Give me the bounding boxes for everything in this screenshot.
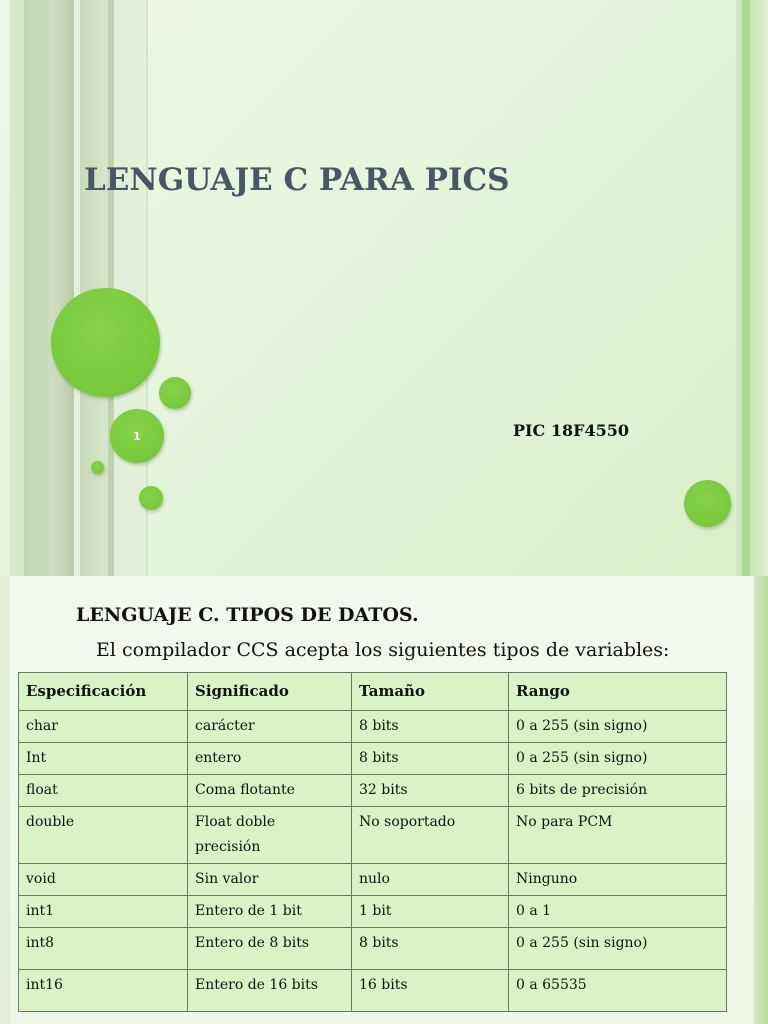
- table-cell: Int: [19, 743, 188, 775]
- table-row: [19, 896, 727, 928]
- table-cell: 0 a 255 (sin signo): [509, 928, 727, 970]
- table-cell: 1 bit: [352, 896, 509, 928]
- table-cell: 0 a 255 (sin signo): [509, 711, 727, 743]
- table-cell: Coma flotante: [188, 775, 352, 807]
- table-header-row: [19, 673, 727, 711]
- decor-stripe: [24, 0, 74, 576]
- table-cell: Entero de 8 bits: [188, 928, 352, 970]
- column-header: Especificación: [19, 673, 188, 711]
- table-cell: nulo: [352, 864, 509, 896]
- table-cell: No para PCM: [509, 807, 727, 864]
- slide-number: 1: [133, 429, 141, 443]
- table-cell: void: [19, 864, 188, 896]
- table-cell: 8 bits: [352, 928, 509, 970]
- table-cell: double: [19, 807, 188, 864]
- table-row: [19, 864, 727, 896]
- table-cell: 0 a 65535: [509, 970, 727, 1012]
- table-cell: int16: [19, 970, 188, 1012]
- table-cell: 8 bits: [352, 711, 509, 743]
- column-header: Rango: [509, 673, 727, 711]
- decor-circle: [51, 288, 160, 397]
- decor-circle: [139, 486, 163, 510]
- table-cell: Entero de 16 bits: [188, 970, 352, 1012]
- table-cell: carácter: [188, 711, 352, 743]
- table-cell: 0 a 255 (sin signo): [509, 743, 727, 775]
- table-row: [19, 743, 727, 775]
- table-cell: 8 bits: [352, 743, 509, 775]
- table-cell: Entero de 1 bit: [188, 896, 352, 928]
- data-types-table: [18, 672, 727, 1012]
- table-row: [19, 807, 727, 864]
- slide-subtitle: PIC 18F4550: [513, 421, 629, 440]
- decor-stripe: [750, 0, 768, 576]
- decor-stripe: [754, 576, 768, 1024]
- decor-stripe: [0, 576, 10, 1024]
- table-row: [19, 775, 727, 807]
- decor-circle: [684, 480, 731, 527]
- slide-number-badge: [110, 409, 164, 463]
- decor-stripe: [742, 0, 750, 576]
- table-cell: 32 bits: [352, 775, 509, 807]
- table-cell: float: [19, 775, 188, 807]
- table-cell: entero: [188, 743, 352, 775]
- table-cell: Sin valor: [188, 864, 352, 896]
- decor-circle: [91, 461, 104, 474]
- decor-stripe: [10, 0, 24, 576]
- table-cell: Float doble precisión: [188, 807, 352, 864]
- column-header: Significado: [188, 673, 352, 711]
- slide-title: LENGUAJE C PARA PICS: [84, 162, 510, 198]
- table-cell: No soportado: [352, 807, 509, 864]
- decor-circle: [159, 377, 191, 409]
- column-header: Tamaño: [352, 673, 509, 711]
- table-cell: 0 a 1: [509, 896, 727, 928]
- table-cell: 16 bits: [352, 970, 509, 1012]
- table-cell: int1: [19, 896, 188, 928]
- table-cell: Ninguno: [509, 864, 727, 896]
- table-row: [19, 711, 727, 743]
- table-cell: int8: [19, 928, 188, 970]
- table-row: [19, 970, 727, 1012]
- intro-text: El compilador CCS acepta los siguientes tipos de variables:: [96, 639, 670, 661]
- table-cell: char: [19, 711, 188, 743]
- table-row: [19, 928, 727, 970]
- table-cell: 6 bits de precisión: [509, 775, 727, 807]
- data-types-slide: [0, 576, 768, 1024]
- slide-heading: LENGUAJE C. TIPOS DE DATOS.: [76, 604, 419, 626]
